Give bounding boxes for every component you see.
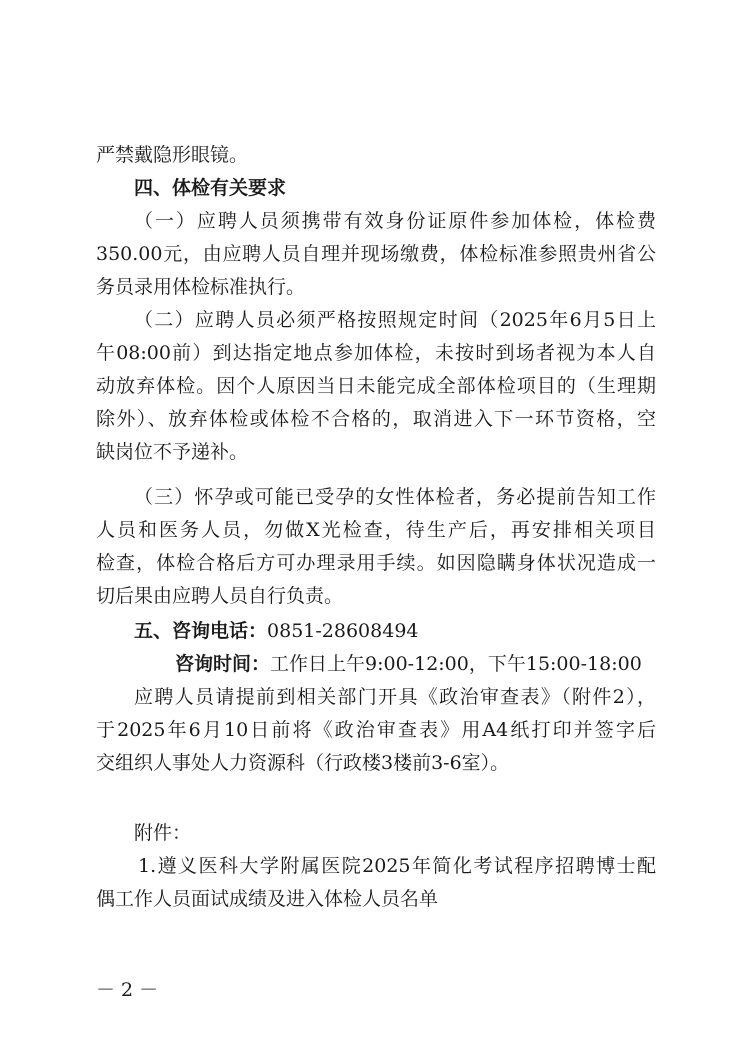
paragraph-1-line: 350.00元，由应聘人员自理并现场缴费，体检标准参照贵州省公	[96, 243, 656, 265]
paragraph-4-line: 于2025年6月10日前将《政治审查表》用A4纸打印并签字后	[96, 719, 656, 741]
paragraph-3-line: 人员和医务人员，勿做X光检查，待生产后，再安排相关项目	[96, 519, 656, 541]
paragraph-1-line: 务员录用体检标准执行。	[96, 276, 306, 298]
paragraph-3-line: 检查，体检合格后方可办理录用手续。如因隐瞒身体状况造成一	[96, 552, 656, 574]
paragraph-4-line: 交组织人事处人力资源科（行政楼3楼前3-6室）。	[96, 752, 510, 774]
text-line: 严禁戴隐形眼镜。	[96, 144, 249, 166]
paragraph-3-line: （三）怀孕或可能已受孕的女性体检者，务必提前告知工作	[134, 486, 656, 508]
consult-time-value: 工作日上午9:00-12:00，下午15:00-18:00	[270, 653, 642, 675]
attachment-item-1-cont: 偶工作人员面试成绩及进入体检人员名单	[96, 888, 439, 910]
consult-phone-value: 0851-28608494	[267, 620, 419, 642]
paragraph-2-line: 午08:00前）到达指定地点参加体检，未按时到场者视为本人自	[96, 342, 656, 364]
attachment-item-1: 1.遵义医科大学附属医院2025年简化考试程序招聘博士配	[138, 855, 656, 877]
page-number: － 2 －	[96, 979, 159, 1001]
consult-phone-label: 五、咨询电话：	[134, 620, 268, 642]
consult-time-label: 咨询时间：	[175, 653, 271, 675]
paragraph-2-line: 缺岗位不予递补。	[96, 441, 249, 463]
paragraph-1-line: （一）应聘人员须携带有效身份证原件参加体检，体检费	[134, 210, 656, 232]
consult-phone-line	[134, 616, 656, 646]
paragraph-2-line: 除外）、放弃体检或体检不合格的，取消进入下一环节资格，空	[96, 408, 656, 430]
consult-time-line	[175, 649, 656, 679]
section-heading-4: 四、体检有关要求	[134, 177, 287, 199]
paragraph-3-line: 切后果由应聘人员自行负责。	[96, 585, 344, 607]
paragraph-4-line: 应聘人员请提前到相关部门开具《政治审查表》（附件2），	[134, 686, 656, 708]
paragraph-2-line: 动放弃体检。因个人原因当日未能完成全部体检项目的（生理期	[96, 375, 656, 397]
attachments-label: 附件：	[134, 822, 192, 844]
paragraph-2-line: （二）应聘人员必须严格按照规定时间（2025年6月5日上	[134, 309, 656, 331]
